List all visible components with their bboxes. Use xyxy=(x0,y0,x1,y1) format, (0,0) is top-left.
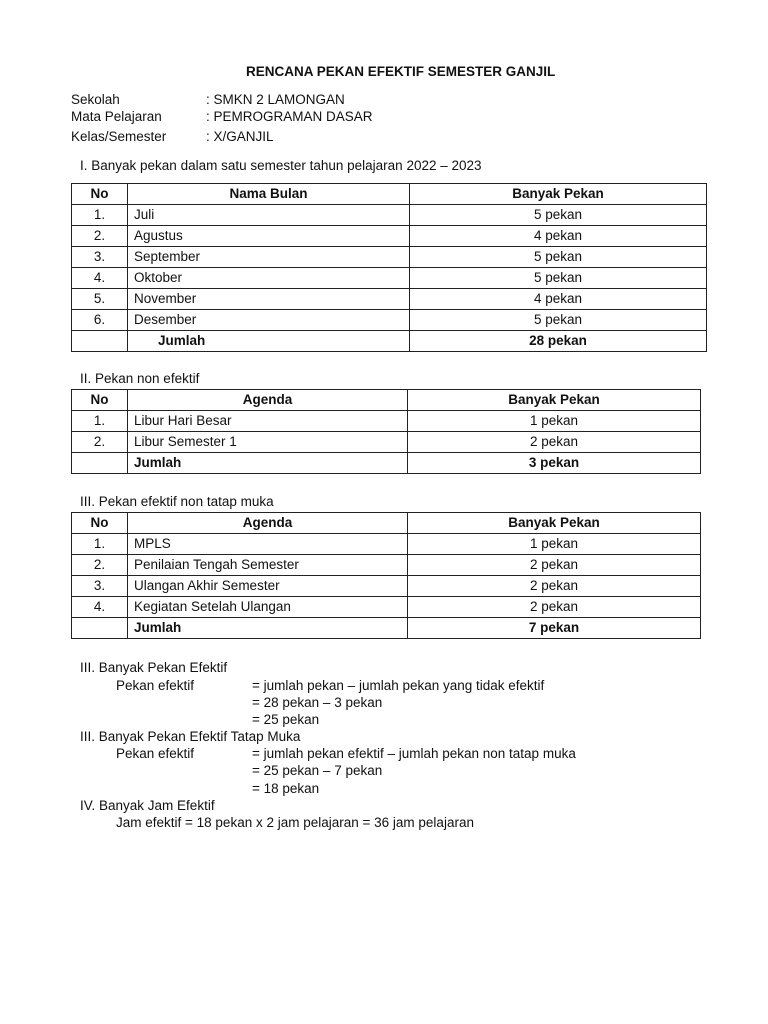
calc3-heading: IV. Banyak Jam Efektif xyxy=(80,798,215,813)
cell-empty xyxy=(72,453,128,474)
header-weeks: Banyak Pekan xyxy=(408,513,701,534)
cell-no: 3. xyxy=(72,576,128,597)
cell-no: 2. xyxy=(72,226,128,247)
calc1-label: Pekan efektif xyxy=(116,678,195,693)
cell-no: 4. xyxy=(72,268,128,289)
header-weeks: Banyak Pekan xyxy=(410,184,707,205)
calc1-line: = 28 pekan – 3 pekan xyxy=(252,695,383,710)
table-row xyxy=(72,555,701,576)
cell-month: September xyxy=(128,247,410,268)
table-row xyxy=(72,597,701,618)
cell-no: 1. xyxy=(72,411,128,432)
table-row xyxy=(72,289,707,310)
cell-agenda: MPLS xyxy=(128,534,408,555)
calc1-line: = jumlah pekan – jumlah pekan yang tidak efektif xyxy=(252,678,545,693)
cell-weeks: 4 pekan xyxy=(410,226,707,247)
calc2-label: Pekan efektif xyxy=(116,746,195,761)
info-label-subject: Mata Pelajaran xyxy=(71,109,162,124)
header-no: No xyxy=(72,184,128,205)
cell-month: November xyxy=(128,289,410,310)
table-row xyxy=(72,226,707,247)
total-value: 28 pekan xyxy=(410,331,707,352)
cell-no: 3. xyxy=(72,247,128,268)
header-no: No xyxy=(72,513,128,534)
total-label: Jumlah xyxy=(128,453,408,474)
info-value-school: : SMKN 2 LAMONGAN xyxy=(206,92,345,107)
non-face-to-face-table xyxy=(71,512,701,639)
cell-weeks: 2 pekan xyxy=(408,576,701,597)
months-table xyxy=(71,183,707,352)
info-label-school: Sekolah xyxy=(71,92,120,107)
table-row xyxy=(72,205,707,226)
cell-agenda: Libur Semester 1 xyxy=(128,432,408,453)
table-row xyxy=(72,268,707,289)
cell-no: 2. xyxy=(72,432,128,453)
cell-weeks: 2 pekan xyxy=(408,597,701,618)
total-label: Jumlah xyxy=(128,618,408,639)
cell-empty xyxy=(72,618,128,639)
table-row xyxy=(72,576,701,597)
info-label-class: Kelas/Semester xyxy=(71,129,167,144)
section1-heading: I. Banyak pekan dalam satu semester tahun pelajaran 2022 – 2023 xyxy=(80,158,482,173)
cell-no: 1. xyxy=(72,205,128,226)
cell-weeks: 4 pekan xyxy=(410,289,707,310)
cell-month: Desember xyxy=(128,310,410,331)
cell-weeks: 5 pekan xyxy=(410,247,707,268)
cell-weeks: 2 pekan xyxy=(408,555,701,576)
header-agenda: Agenda xyxy=(128,513,408,534)
table-row xyxy=(72,411,701,432)
section3-heading: III. Pekan efektif non tatap muka xyxy=(80,494,274,509)
header-weeks: Banyak Pekan xyxy=(408,390,701,411)
total-value: 7 pekan xyxy=(408,618,701,639)
table-header-row xyxy=(72,390,701,411)
non-effective-table xyxy=(71,389,701,474)
cell-no: 1. xyxy=(72,534,128,555)
total-label: Jumlah xyxy=(128,331,410,352)
total-value: 3 pekan xyxy=(408,453,701,474)
table-header-row xyxy=(72,184,707,205)
cell-month: Agustus xyxy=(128,226,410,247)
cell-agenda: Penilaian Tengah Semester xyxy=(128,555,408,576)
table-total-row xyxy=(72,618,701,639)
calc2-line: = jumlah pekan efektif – jumlah pekan non tatap muka xyxy=(252,746,576,761)
cell-weeks: 1 pekan xyxy=(408,411,701,432)
cell-agenda: Kegiatan Setelah Ulangan xyxy=(128,597,408,618)
header-no: No xyxy=(72,390,128,411)
calc2-line: = 18 pekan xyxy=(252,781,320,796)
cell-no: 6. xyxy=(72,310,128,331)
table-total-row xyxy=(72,453,701,474)
cell-agenda: Ulangan Akhir Semester xyxy=(128,576,408,597)
table-row xyxy=(72,432,701,453)
cell-month: Oktober xyxy=(128,268,410,289)
calc3-line: Jam efektif = 18 pekan x 2 jam pelajaran = 36 jam pelajaran xyxy=(116,815,474,830)
cell-weeks: 5 pekan xyxy=(410,310,707,331)
table-row xyxy=(72,247,707,268)
cell-weeks: 5 pekan xyxy=(410,205,707,226)
table-total-row xyxy=(72,331,707,352)
table-header-row xyxy=(72,513,701,534)
section2-heading: II. Pekan non efektif xyxy=(80,371,200,386)
info-value-subject: : PEMROGRAMAN DASAR xyxy=(206,109,373,124)
page-title: RENCANA PEKAN EFEKTIF SEMESTER GANJIL xyxy=(246,64,556,79)
cell-month: Juli xyxy=(128,205,410,226)
calc2-line: = 25 pekan – 7 pekan xyxy=(252,763,383,778)
info-value-class: : X/GANJIL xyxy=(206,129,274,144)
header-agenda: Agenda xyxy=(128,390,408,411)
calc1-heading: III. Banyak Pekan Efektif xyxy=(80,660,228,675)
cell-no: 2. xyxy=(72,555,128,576)
cell-weeks: 5 pekan xyxy=(410,268,707,289)
calc1-line: = 25 pekan xyxy=(252,712,320,727)
table-row xyxy=(72,534,701,555)
cell-empty xyxy=(72,331,128,352)
cell-weeks: 1 pekan xyxy=(408,534,701,555)
calc2-heading: III. Banyak Pekan Efektif Tatap Muka xyxy=(80,729,301,744)
cell-no: 4. xyxy=(72,597,128,618)
cell-weeks: 2 pekan xyxy=(408,432,701,453)
cell-agenda: Libur Hari Besar xyxy=(128,411,408,432)
header-month: Nama Bulan xyxy=(128,184,410,205)
cell-no: 5. xyxy=(72,289,128,310)
table-row xyxy=(72,310,707,331)
